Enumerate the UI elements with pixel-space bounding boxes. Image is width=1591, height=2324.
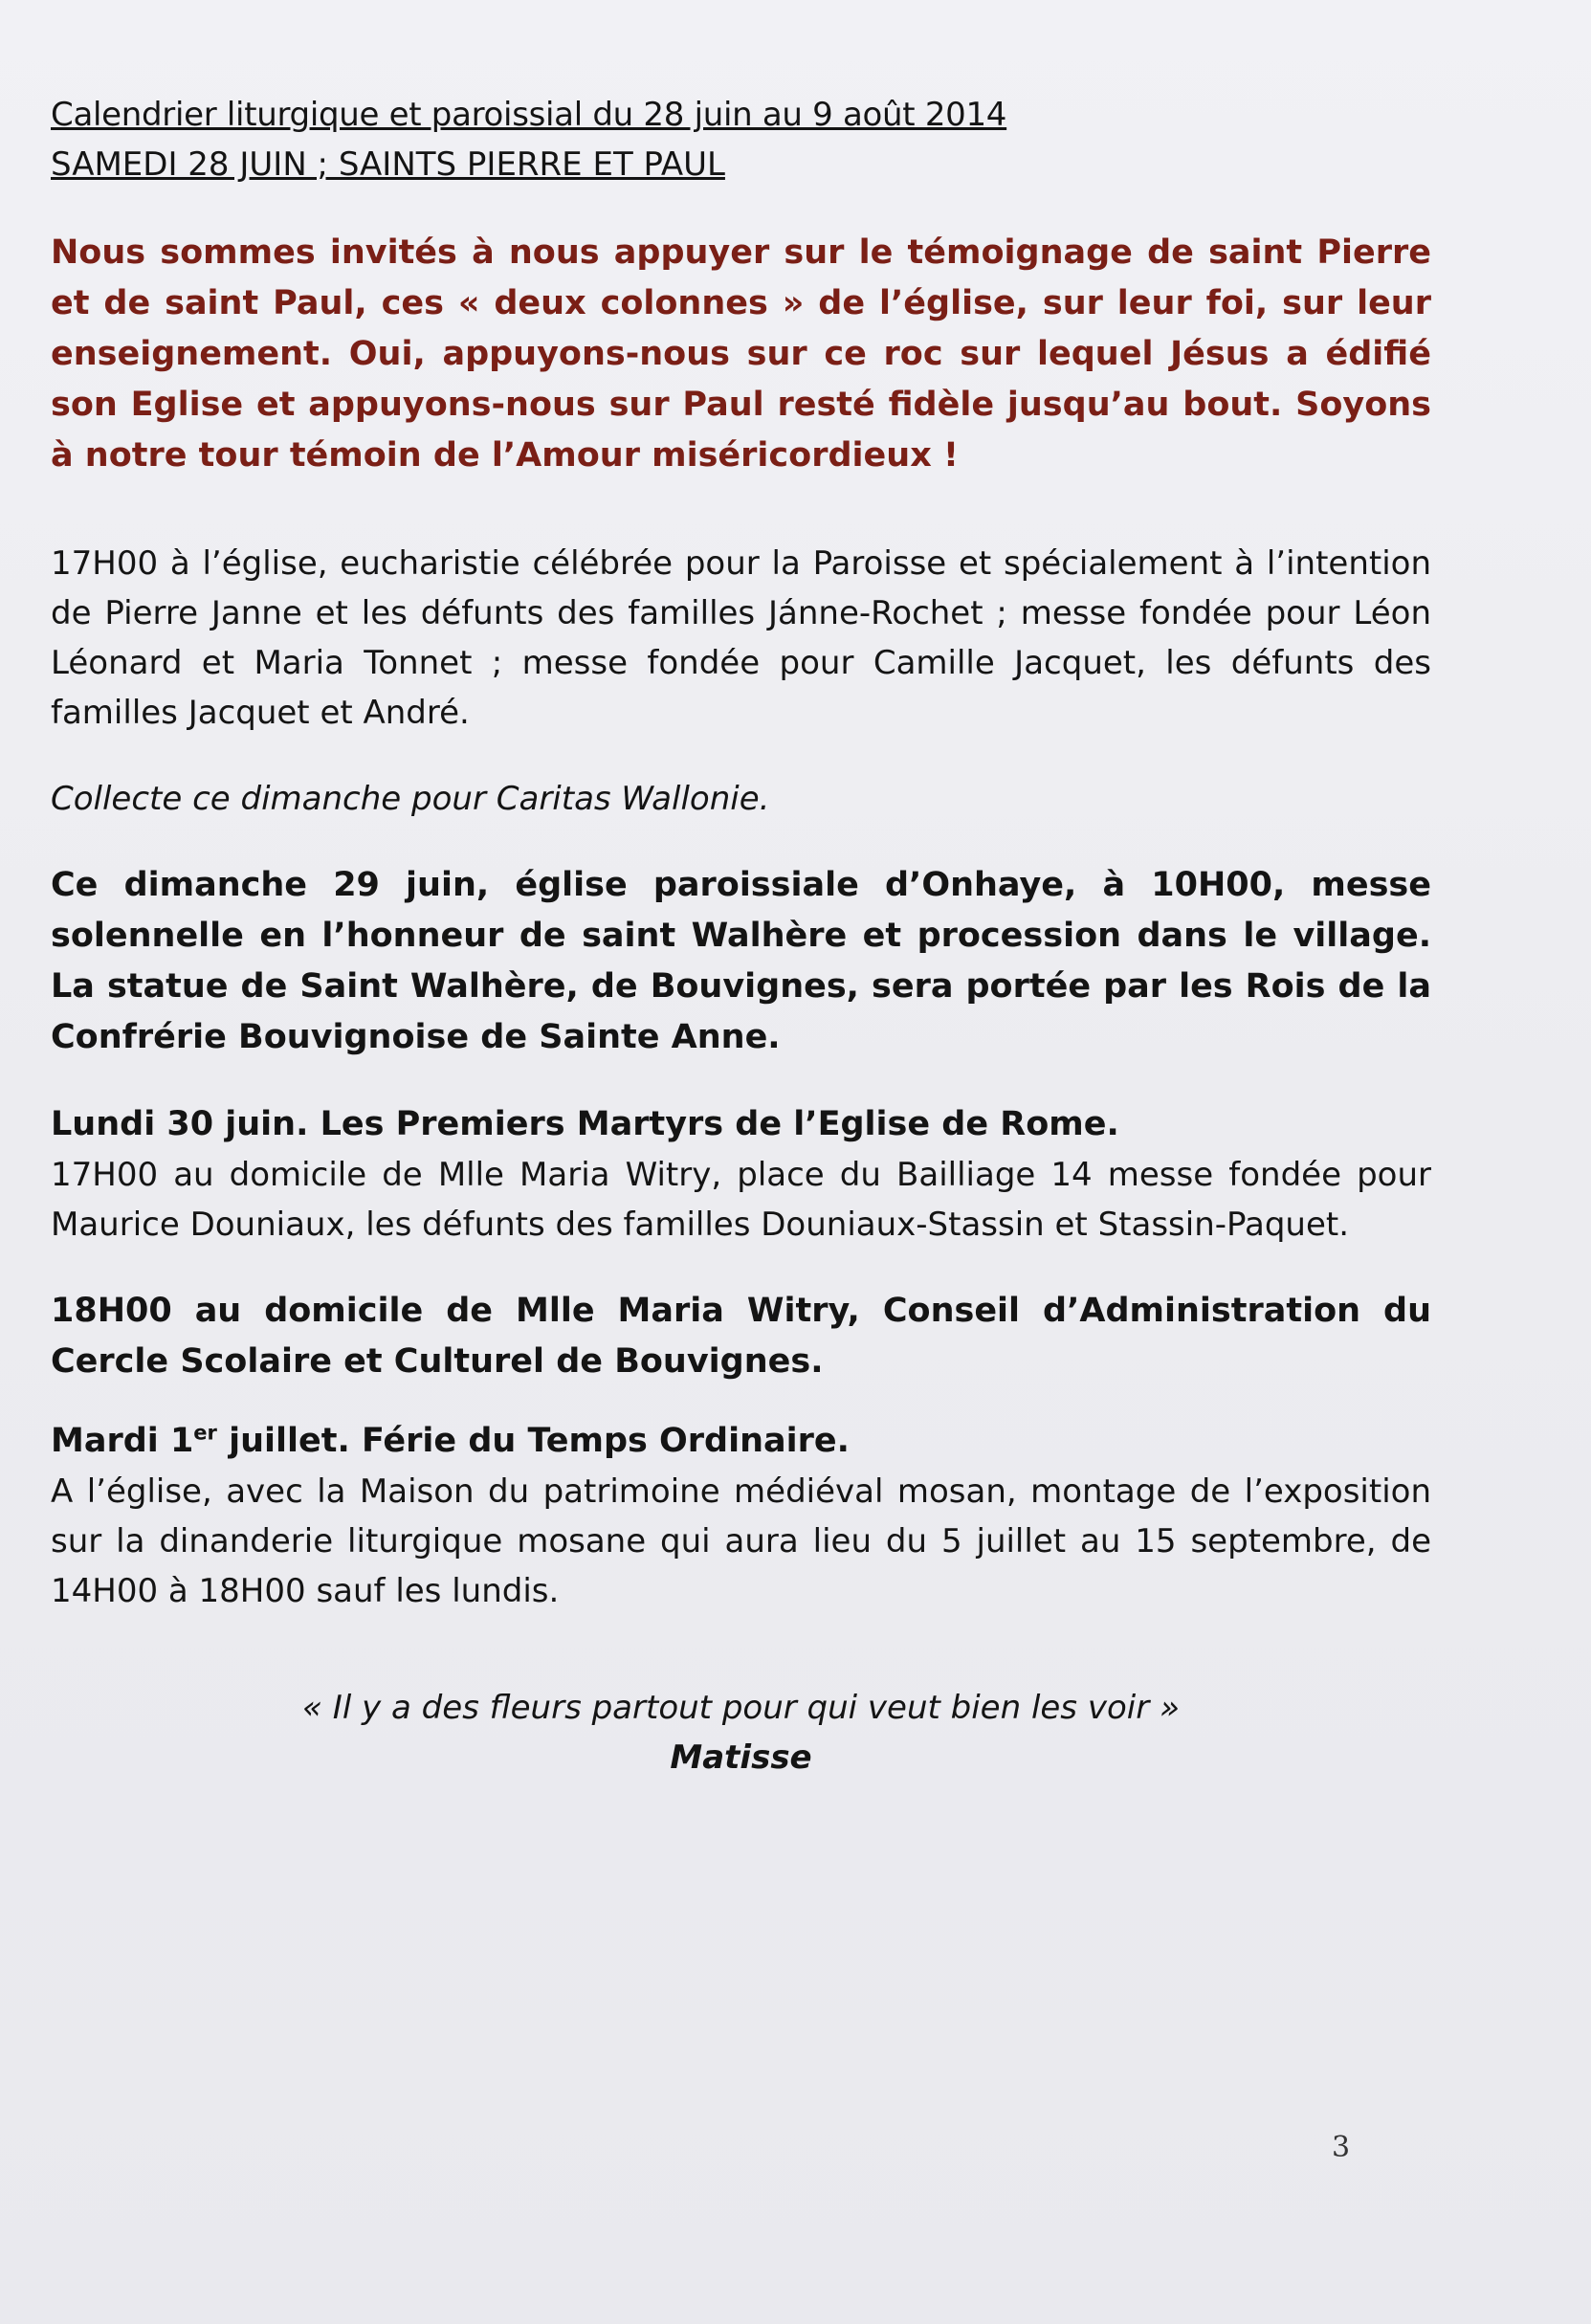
quote-author: Matisse [670, 1737, 812, 1777]
tuesday-heading-rest: juillet. Férie du Temps Ordinaire. [216, 1421, 850, 1460]
feast-heading: SAMEDI 28 JUIN ; SAINTS PIERRE ET PAUL [51, 144, 725, 184]
saturday-mass-paragraph: 17H00 à l’église, eucharistie célébrée pour la Paroisse et spécialement à l’intention de Pierre Janne et les défunts des familles Jánne-Rochet ; messe fondée pour Léon Léonard et Maria Tonnet ; messe fondée pour Camille Jacquet, les défunts des familles Jacquet et André. [51, 543, 1431, 732]
tuesday-heading-day: Mardi 1 [51, 1421, 194, 1460]
collection-note: Collecte ce dimanche pour Caritas Wallonie. [51, 779, 770, 818]
tuesday-heading-ordinal: er [193, 1421, 217, 1445]
intro-paragraph: Nous sommes invités à nous appuyer sur le témoignage de saint Pierre et de saint Paul, ces « deux colonnes » de l’église, sur leur foi, sur leur enseignement. Oui, appuyons-nous sur ce roc sur lequel Jésus a édifié son Eglise et appuyons-nous sur Paul resté fidèle jusqu’au bout. Soyons à notre tour témoin de l’Amour miséricordieux ! [51, 232, 1431, 475]
spacer [51, 1616, 1431, 1683]
page-number: 3 [1332, 2131, 1351, 2164]
monday-mass-paragraph: 17H00 au domicile de Mlle Maria Witry, place du Bailliage 14 messe fondée pour Maurice Douniaux, les défunts des familles Douniaux-Stassin et Stassin-Paquet. [51, 1155, 1431, 1244]
closing-quote: « Il y a des fleurs partout pour qui veut bien les voir » [302, 1688, 1180, 1727]
document-content [51, 94, 1431, 1782]
tuesday-heading [51, 1416, 1431, 1467]
tuesday-paragraph: A l’église, avec la Maison du patrimoine médiéval mosan, montage de l’exposition sur la dinanderie liturgique mosane qui aura lieu du 5 juillet au 15 septembre, de 14H00 à 18H00 sauf les lundis. [51, 1472, 1431, 1610]
monday-heading: Lundi 30 juin. Les Premiers Martyrs de l’Eglise de Rome. [51, 1104, 1119, 1143]
document-title: Calendrier liturgique et paroissial du 28 juin au 9 août 2014 [51, 96, 1007, 134]
sunday-announcement: Ce dimanche 29 juin, église paroissiale d’Onhaye, à 10H00, messe solennelle en l’honneur de saint Walhère et procession dans le village. La statue de Saint Walhère, de Bouvignes, sera portée par les Rois de la Confrérie Bouvignoise de Sainte Anne. [51, 865, 1431, 1056]
monday-meeting-paragraph: 18H00 au domicile de Mlle Maria Witry, Conseil d’Administration du Cercle Scolaire et Culturel de Bouvignes. [51, 1291, 1431, 1381]
